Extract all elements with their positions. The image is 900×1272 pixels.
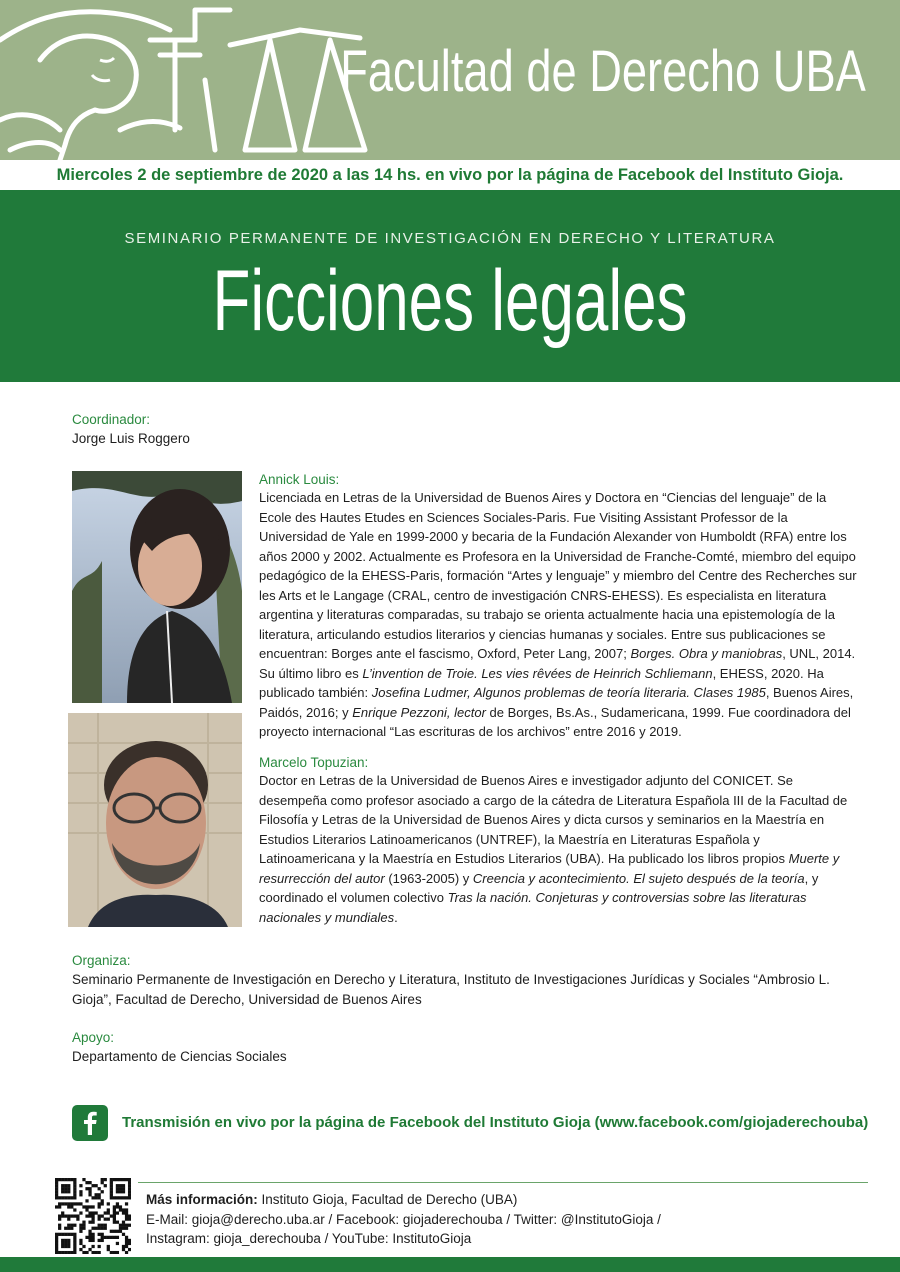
justice-figure-illustration <box>0 0 380 160</box>
speaker-bio-text <box>259 488 859 742</box>
info-divider <box>138 1182 868 1183</box>
header-banner <box>0 0 900 160</box>
seminar-name: SEMINARIO PERMANENTE DE INVESTIGACIÓN EN DERECHO Y LITERATURA <box>124 230 776 247</box>
support-label: Apoyo: <box>72 1030 115 1045</box>
title-band <box>0 190 900 382</box>
bio-italic-segment: Creencia y acontecimiento. El sujeto después de la teoría <box>472 870 805 886</box>
bio-segment: , y coordinado el volumen colectivo <box>259 870 819 905</box>
bio-segment: , Buenos Aires, Paidós, 2016; y <box>259 685 854 720</box>
event-date-line: Miercoles 2 de septiembre de 2020 a las 14 hs. en vivo por la página de Facebook del Instituto Gioja. <box>56 166 844 184</box>
organizer-text: Seminario Permanente de Investigación en Derecho y Literatura, Instituto de Investigaciones Jurídicas y Sociales “Ambrosio L. Gioja”, Facultad de Derecho, Universidad de Buenos Aires <box>72 972 830 1007</box>
speaker-photo-marcelo-topuzian <box>68 713 242 927</box>
speaker-bio-text <box>259 771 859 927</box>
support-text: Departamento de Ciencias Sociales <box>72 1049 287 1064</box>
qr-code[interactable] <box>55 1178 131 1254</box>
more-info-institute: Instituto Gioja, Facultad de Derecho (UBA) <box>257 1192 518 1207</box>
speaker-name-annick-louis: Annick Louis: <box>259 472 340 487</box>
bio-segment: . <box>394 909 398 925</box>
speaker-bio-marcelo-topuzian <box>259 754 859 927</box>
bio-segment: Licenciada en Letras de la Universidad de Buenos Aires y Doctora en “Ciencias del lenguaje” de la Ecole des Hautes Etudes en Sciences Sociales-Paris. Fue Visiting Assistant Professor de la Universidad de Yale en 1999-2000 y becaria de la Fundación Alexander von Humboldt (RFA) entre los años 2000 y 2002. Actualmente es Profesora en la Universidad de Franche-Comté, miembro del equipo pedagógico de la EHESS-Paris, formación “Artes y lenguaje” y miembro del Centre des Recherches sur les Arts et le Langage (CRAL, centro de investigación CNRS-EHESS). Es especialista en literatura argentina y literaturas comparadas, su trabajo se orienta actualmente hacia una epistemología de la literatura, articulando estudios literarios y ciencias humanas y sociales. Entre sus publicaciones se encuentran: Borges ante el fascismo, Oxford, Peter Lang, 2007; <box>259 490 857 661</box>
more-info-section <box>146 1190 661 1249</box>
bio-segment: , EHESS, 2020. Ha publicado también: <box>259 665 824 700</box>
bio-segment: de Borges, Bs.As., Sudamericana, 1999. Fue coordinadora del proyecto internacional “Las escrituras de los archivos” entre 2016 y 2019. <box>259 704 851 739</box>
bio-segment: (1963-2005) y <box>384 870 473 886</box>
facebook-stream-row <box>72 1105 872 1143</box>
coordinator-section <box>72 412 190 449</box>
footer-bar <box>0 1257 900 1272</box>
bio-segment: Doctor en Letras de la Universidad de Buenos Aires e investigador adjunto del CONICET. Se desempeña como profesor asociado a cargo de la cátedra de Literatura Española III de la Facultad de Filosofía y Letras de la Universidad de Buenos Aires y dicta cursos y seminarios en la Maestría en Estudios Literarios Latinoamericanos (UNTREF), la Maestría en Literaturas Española y Latinoamericana y la Maestría en Estudios Literarios (UBA). Ha publicado los libros propios <box>259 773 848 866</box>
more-info-label: Más información: <box>146 1192 258 1207</box>
speaker-bio-annick-louis <box>259 471 859 742</box>
social-line: Instagram: gioja_derechouba / YouTube: InstitutoGioja <box>146 1231 472 1246</box>
bio-italic-segment: L’invention de Troie. Les vies rêvées de Heinrich Schliemann <box>362 665 713 681</box>
bio-italic-segment: Muerte y resurrección del autor <box>259 851 840 886</box>
contact-line: E-Mail: gioja@derecho.uba.ar / Facebook: giojaderechouba / Twitter: @InstitutoGioja / <box>146 1211 661 1227</box>
support-section <box>72 1030 872 1067</box>
bio-italic-segment: Tras la nación. Conjeturas y controversias sobre las literaturas nacionales y mundiales <box>259 890 807 925</box>
organizer-section <box>72 953 872 1009</box>
coordinator-label: Coordinador: <box>72 412 151 427</box>
bio-italic-segment: Josefina Ludmer, Algunos problemas de teoría literaria. Clases 1985 <box>371 685 766 700</box>
faculty-title: Facultad de Derecho UBA <box>340 39 866 104</box>
facebook-stream-link[interactable]: Transmisión en vivo por la página de Facebook del Instituto Gioja (www.facebook.com/giojaderechouba) <box>122 1114 869 1131</box>
speaker-photo-annick-louis <box>72 471 242 703</box>
bio-italic-segment: Enrique Pezzoni, lector <box>352 704 486 720</box>
speaker-name-marcelo-topuzian: Marcelo Topuzian: <box>259 755 369 770</box>
bio-italic-segment: Borges. Obra y maniobras <box>630 646 783 661</box>
facebook-icon[interactable] <box>72 1105 108 1141</box>
coordinator-name: Jorge Luis Roggero <box>72 431 190 446</box>
bio-segment: , UNL, 2014. Su último libro es <box>259 646 856 681</box>
organizer-label: Organiza: <box>72 953 131 968</box>
event-title: Ficciones legales <box>212 253 688 349</box>
